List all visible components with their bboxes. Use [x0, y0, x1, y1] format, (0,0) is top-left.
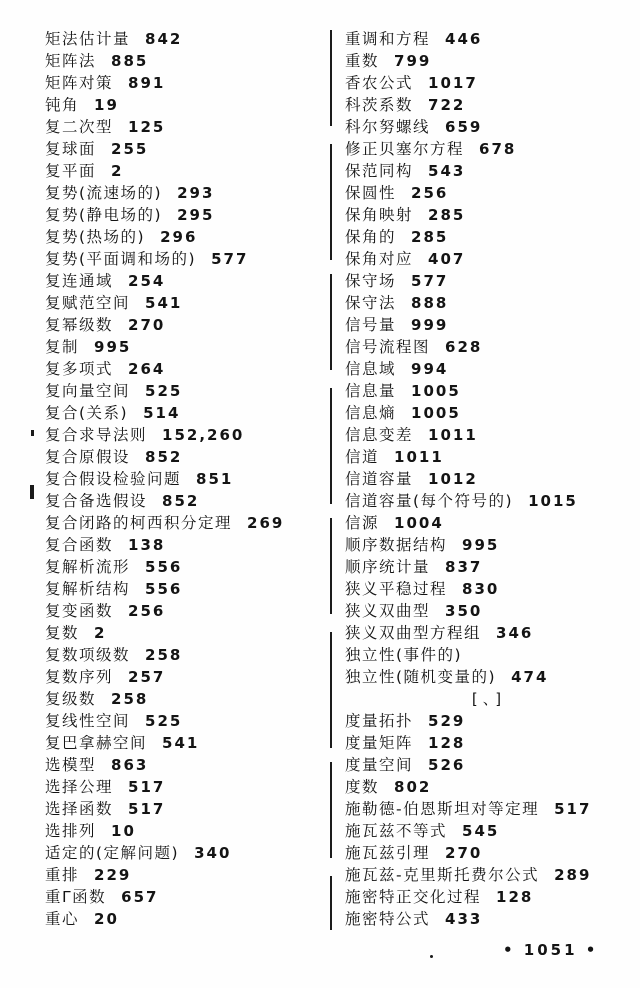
entry-page-number: 152,260 [162, 426, 245, 444]
index-entry [345, 270, 633, 292]
entry-term: 重Γ函数 [45, 888, 107, 906]
entry-term: 矩阵对策 [45, 74, 114, 92]
index-entry [345, 446, 633, 468]
index-entry [45, 820, 333, 842]
entry-page-number: 295 [177, 206, 215, 224]
index-entry [345, 600, 633, 622]
index-entry [45, 424, 333, 446]
entry-term: 独立性(随机变量的) [345, 668, 497, 686]
entry-term: 复势(平面调和场的) [45, 250, 197, 268]
entry-term: 复合闭路的柯西积分定理 [45, 514, 233, 532]
entry-page-number: 285 [428, 206, 466, 224]
radical-section-marker: [、] [471, 690, 507, 708]
entry-page-number: 852 [162, 492, 200, 510]
index-entry [345, 776, 633, 798]
entry-term: 复数项级数 [45, 646, 131, 664]
index-entry [345, 336, 633, 358]
entry-term: 复合(关系) [45, 404, 129, 422]
entry-term: 信号量 [345, 316, 397, 334]
entry-term: 信道 [345, 448, 380, 466]
index-entry [45, 116, 333, 138]
entry-page-number: 995 [462, 536, 500, 554]
index-entry [345, 886, 633, 908]
index-entry [345, 358, 633, 380]
index-entry [45, 578, 333, 600]
index-entry [45, 380, 333, 402]
index-entry [345, 138, 633, 160]
index-entry [45, 402, 333, 424]
entry-page-number: 264 [128, 360, 166, 378]
entry-term: 矩法估计量 [45, 30, 131, 48]
entry-page-number: 556 [145, 580, 183, 598]
entry-page-number: 258 [111, 690, 149, 708]
column-divider [330, 30, 332, 930]
entry-page-number: 852 [145, 448, 183, 466]
entry-page-number: 2 [94, 624, 107, 642]
entry-page-number: 888 [411, 294, 449, 312]
entry-term: 度量拓扑 [345, 712, 414, 730]
entry-page-number: 529 [428, 712, 466, 730]
index-entry [45, 490, 333, 512]
index-entry [345, 908, 633, 930]
entry-page-number: 285 [411, 228, 449, 246]
entry-term: 香农公式 [345, 74, 414, 92]
entry-term: 信息域 [345, 360, 397, 378]
entry-page-number: 350 [445, 602, 483, 620]
entry-term: 重数 [345, 52, 380, 70]
index-entry [345, 490, 633, 512]
index-entry [345, 380, 633, 402]
entry-term: 复势(静电场的) [45, 206, 163, 224]
entry-term: 复级数 [45, 690, 97, 708]
index-entry [45, 908, 333, 930]
index-entry [345, 248, 633, 270]
index-entry [45, 314, 333, 336]
entry-term: 重排 [45, 866, 80, 884]
index-entry [45, 138, 333, 160]
entry-page-number: 229 [94, 866, 132, 884]
index-entry [45, 292, 333, 314]
entry-term: 复数序列 [45, 668, 114, 686]
entry-term: 独立性(事件的) [345, 646, 463, 664]
entry-page-number: 10 [111, 822, 136, 840]
scan-artifact [430, 955, 433, 958]
entry-page-number: 830 [462, 580, 500, 598]
entry-term: 复解析结构 [45, 580, 131, 598]
entry-term: 选模型 [45, 756, 97, 774]
index-entry [345, 666, 633, 688]
entry-term: 施瓦兹不等式 [345, 822, 448, 840]
entry-page-number: 138 [128, 536, 166, 554]
entry-page-number: 577 [411, 272, 449, 290]
entry-page-number: 657 [121, 888, 159, 906]
entry-term: 狭义双曲型方程组 [345, 624, 482, 642]
index-entry [45, 358, 333, 380]
index-entry [45, 94, 333, 116]
index-entry [345, 424, 633, 446]
entry-term: 信源 [345, 514, 380, 532]
page-number-footer: • 1051 • [503, 941, 599, 959]
entry-page-number: 289 [554, 866, 592, 884]
index-entry [345, 644, 633, 666]
entry-page-number: 474 [511, 668, 549, 686]
entry-term: 顺序数据结构 [345, 536, 448, 554]
index-column-left [45, 28, 333, 930]
entry-term: 信息变差 [345, 426, 414, 444]
entry-page-number: 541 [162, 734, 200, 752]
entry-page-number: 20 [94, 910, 119, 928]
entry-page-number: 659 [445, 118, 483, 136]
index-entry [345, 622, 633, 644]
index-entry [345, 50, 633, 72]
entry-term: 科茨系数 [345, 96, 414, 114]
entry-term: 选择公理 [45, 778, 114, 796]
index-entry [45, 732, 333, 754]
entry-page-number: 851 [196, 470, 234, 488]
entry-page-number: 256 [128, 602, 166, 620]
index-entry [345, 116, 633, 138]
index-entry [45, 468, 333, 490]
index-entry [45, 226, 333, 248]
entry-term: 修正贝塞尔方程 [345, 140, 465, 158]
index-entry [345, 798, 633, 820]
index-entry [45, 798, 333, 820]
index-entry [45, 336, 333, 358]
index-entry [45, 534, 333, 556]
entry-page-number: 802 [394, 778, 432, 796]
entry-term: 施密特正交化过程 [345, 888, 482, 906]
entry-page-number: 885 [111, 52, 149, 70]
entry-term: 复多项式 [45, 360, 114, 378]
entry-term: 信号流程图 [345, 338, 431, 356]
entry-term: 复平面 [45, 162, 97, 180]
entry-term: 复合假设检验问题 [45, 470, 182, 488]
entry-term: 度量矩阵 [345, 734, 414, 752]
index-entry [345, 864, 633, 886]
entry-term: 复制 [45, 338, 80, 356]
entry-term: 复变函数 [45, 602, 114, 620]
entry-page-number: 577 [211, 250, 249, 268]
entry-term: 科尔努螺线 [345, 118, 431, 136]
entry-page-number: 842 [145, 30, 183, 48]
index-entry [345, 512, 633, 534]
index-entry [345, 94, 633, 116]
index-entry [345, 226, 633, 248]
entry-page-number: 128 [428, 734, 466, 752]
entry-term: 保圆性 [345, 184, 397, 202]
index-entry [345, 556, 633, 578]
index-entry [345, 732, 633, 754]
index-entry [345, 182, 633, 204]
entry-term: 复巴拿赫空间 [45, 734, 148, 752]
index-entry [45, 842, 333, 864]
entry-term: 钝角 [45, 96, 80, 114]
index-entry [345, 578, 633, 600]
entry-page-number: 543 [428, 162, 466, 180]
entry-term: 狭义平稳过程 [345, 580, 448, 598]
entry-term: 保角映射 [345, 206, 414, 224]
entry-term: 复幂级数 [45, 316, 114, 334]
index-entry [345, 468, 633, 490]
entry-page-number: 254 [128, 272, 166, 290]
scan-artifact [30, 485, 34, 499]
entry-page-number: 994 [411, 360, 449, 378]
entry-page-number: 514 [143, 404, 181, 422]
index-entry [45, 204, 333, 226]
entry-term: 复向量空间 [45, 382, 131, 400]
entry-page-number: 433 [445, 910, 483, 928]
index-entry [45, 886, 333, 908]
index-entry [45, 864, 333, 886]
entry-page-number: 269 [247, 514, 285, 532]
index-entry [345, 710, 633, 732]
entry-term: 复解析流形 [45, 558, 131, 576]
entry-page-number: 128 [496, 888, 534, 906]
index-entry [45, 160, 333, 182]
entry-term: 重心 [45, 910, 80, 928]
entry-term: 施勒德-伯恩斯坦对等定理 [345, 800, 540, 818]
entry-term: 复合备选假设 [45, 492, 148, 510]
entry-term: 复赋范空间 [45, 294, 131, 312]
index-entry [345, 28, 633, 50]
entry-page-number: 541 [145, 294, 183, 312]
entry-page-number: 2 [111, 162, 124, 180]
entry-page-number: 1012 [428, 470, 478, 488]
entry-term: 施瓦兹引理 [345, 844, 431, 862]
index-entry [45, 710, 333, 732]
entry-term: 复势(热场的) [45, 228, 146, 246]
entry-term: 保范同构 [345, 162, 414, 180]
entry-term: 信道容量(每个符号的) [345, 492, 514, 510]
entry-page-number: 545 [462, 822, 500, 840]
entry-page-number: 1005 [411, 404, 461, 422]
entry-term: 度量空间 [345, 756, 414, 774]
entry-page-number: 258 [145, 646, 183, 664]
index-entry [45, 776, 333, 798]
entry-page-number: 799 [394, 52, 432, 70]
entry-page-number: 1017 [428, 74, 478, 92]
entry-term: 保守法 [345, 294, 397, 312]
index-entry [45, 28, 333, 50]
entry-term: 信息熵 [345, 404, 397, 422]
entry-term: 选择函数 [45, 800, 114, 818]
index-entry [345, 402, 633, 424]
entry-page-number: 270 [128, 316, 166, 334]
index-entry [345, 72, 633, 94]
entry-term: 信道容量 [345, 470, 414, 488]
entry-term: 保角对应 [345, 250, 414, 268]
entry-page-number: 678 [479, 140, 517, 158]
entry-term: 复球面 [45, 140, 97, 158]
index-entry [345, 754, 633, 776]
index-column-right [345, 28, 633, 930]
entry-page-number: 556 [145, 558, 183, 576]
entry-term: 复合求导法则 [45, 426, 148, 444]
entry-page-number: 446 [445, 30, 483, 48]
entry-page-number: 525 [145, 382, 183, 400]
entry-page-number: 517 [128, 800, 166, 818]
entry-page-number: 346 [496, 624, 534, 642]
entry-term: 复合原假设 [45, 448, 131, 466]
entry-page-number: 1011 [394, 448, 444, 466]
entry-term: 保角的 [345, 228, 397, 246]
index-entry [345, 842, 633, 864]
index-entry [345, 534, 633, 556]
index-entry [345, 160, 633, 182]
entry-page-number: 1015 [528, 492, 578, 510]
entry-page-number: 270 [445, 844, 483, 862]
index-entry [45, 182, 333, 204]
entry-page-number: 257 [128, 668, 166, 686]
entry-term: 选排列 [45, 822, 97, 840]
entry-term: 重调和方程 [345, 30, 431, 48]
entry-page-number: 517 [554, 800, 592, 818]
entry-term: 复二次型 [45, 118, 114, 136]
index-entry [345, 820, 633, 842]
entry-term: 适定的(定解问题) [45, 844, 180, 862]
entry-page-number: 255 [111, 140, 149, 158]
index-entry [45, 754, 333, 776]
entry-page-number: 19 [94, 96, 119, 114]
entry-page-number: 296 [160, 228, 198, 246]
index-entry [345, 314, 633, 336]
entry-page-number: 526 [428, 756, 466, 774]
entry-page-number: 1011 [428, 426, 478, 444]
entry-page-number: 517 [128, 778, 166, 796]
index-entry [45, 50, 333, 72]
index-entry [45, 666, 333, 688]
index-entry [45, 688, 333, 710]
entry-term: 保守场 [345, 272, 397, 290]
entry-term: 复连通域 [45, 272, 114, 290]
index-entry [45, 248, 333, 270]
entry-page-number: 1004 [394, 514, 444, 532]
index-entry [45, 270, 333, 292]
index-entry [345, 204, 633, 226]
index-entry [45, 446, 333, 468]
entry-page-number: 125 [128, 118, 166, 136]
entry-page-number: 863 [111, 756, 149, 774]
index-entry [45, 72, 333, 94]
entry-page-number: 293 [177, 184, 215, 202]
entry-term: 狭义双曲型 [345, 602, 431, 620]
entry-term: 复合函数 [45, 536, 114, 554]
entry-term: 信息量 [345, 382, 397, 400]
entry-page-number: 340 [194, 844, 232, 862]
entry-page-number: 628 [445, 338, 483, 356]
entry-term: 矩阵法 [45, 52, 97, 70]
index-entry [45, 512, 333, 534]
entry-term: 施密特公式 [345, 910, 431, 928]
entry-page-number: 1005 [411, 382, 461, 400]
index-entry [45, 622, 333, 644]
entry-page-number: 995 [94, 338, 132, 356]
entry-page-number: 256 [411, 184, 449, 202]
entry-page-number: 837 [445, 558, 483, 576]
entry-page-number: 891 [128, 74, 166, 92]
entry-term: 顺序统计量 [345, 558, 431, 576]
index-entry [45, 644, 333, 666]
entry-page-number: 722 [428, 96, 466, 114]
entry-term: 复线性空间 [45, 712, 131, 730]
entry-term: 度数 [345, 778, 380, 796]
entry-term: 施瓦兹-克里斯托费尔公式 [345, 866, 540, 884]
index-entry [45, 600, 333, 622]
entry-page-number: 525 [145, 712, 183, 730]
entry-term: 复数 [45, 624, 80, 642]
entry-page-number: 999 [411, 316, 449, 334]
entry-page-number: 407 [428, 250, 466, 268]
index-entry [345, 292, 633, 314]
entry-term: 复势(流速场的) [45, 184, 163, 202]
index-entry [45, 556, 333, 578]
scan-artifact [31, 430, 34, 436]
